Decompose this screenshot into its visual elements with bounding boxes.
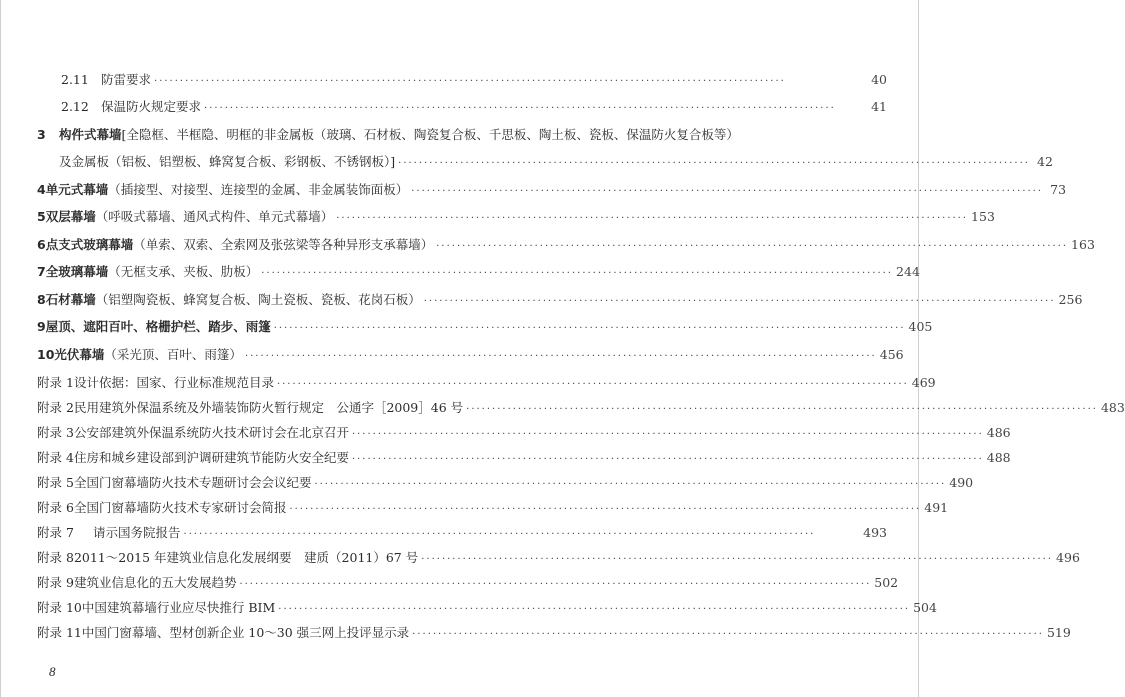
toc-number: 8: [37, 292, 46, 307]
toc-subtitle: （呼吸式幕墙、通风式构件、单元式幕墙）: [95, 209, 334, 224]
toc-title: 建筑业信息化的五大发展趋势: [73, 575, 237, 590]
leader-dots: ··························································································································: [412, 629, 1044, 640]
toc-page-number: 493: [863, 525, 887, 540]
toc-title: 请示国务院报告: [93, 525, 181, 540]
leader-dots: ··························································································································: [261, 268, 894, 279]
toc-entry-4[interactable]: [37, 180, 1067, 198]
toc-title: 全国门窗幕墙防火技术专家研讨会简报: [73, 500, 287, 515]
toc-entry-6[interactable]: [37, 235, 1095, 253]
toc-subtitle-continued: 及金属板（铝板、铝塑板、蜂窝复合板、彩钢板、不锈钢板）]: [59, 154, 396, 169]
toc-appendix-9[interactable]: [37, 573, 899, 591]
toc-title: 民用建筑外保温系统及外墙装饰防火暂行规定 公通字［2009］46 号: [73, 400, 464, 415]
toc-title: 2011～2015 年建筑业信息化发展纲要 建质（2011）67 号: [73, 550, 419, 565]
toc-entry-7[interactable]: [37, 262, 920, 280]
toc-title: 全国门窗幕墙防火技术专题研讨会会议纪要: [73, 475, 312, 490]
toc-page-number: 256: [1058, 292, 1083, 307]
leader-dots: ··························································································································: [154, 76, 786, 87]
page-number: 8: [49, 664, 56, 679]
toc-number: 2.12: [61, 99, 89, 114]
leader-dots: ··························································································································: [239, 579, 872, 590]
toc-page-number: 456: [879, 347, 904, 362]
toc-appendix-8[interactable]: [37, 548, 1080, 566]
toc-number: 10: [37, 347, 55, 362]
toc-number: 7: [37, 264, 46, 279]
leader-dots: ··························································································································: [351, 454, 984, 465]
toc-appendix-11[interactable]: [37, 623, 1071, 641]
toc-title: 双层幕墙: [45, 209, 96, 224]
leader-dots: ··························································································································: [314, 479, 947, 490]
toc-subtitle: （采光顶、百叶、雨篷）: [104, 347, 242, 362]
toc-page-number: 488: [986, 450, 1011, 465]
toc-number: 附录 4: [37, 450, 74, 465]
toc-subtitle: （铝塑陶瓷板、蜂窝复合板、陶土瓷板、瓷板、花岗石板）: [95, 292, 421, 307]
leader-dots: ··························································································································: [244, 351, 877, 362]
toc-page-number: 40: [871, 72, 887, 87]
toc-page-number: 405: [908, 319, 933, 334]
leader-dots: ··························································································································: [411, 186, 1044, 197]
leader-dots: ··························································································································: [421, 554, 1054, 565]
toc-title: 点支式玻璃幕墙: [45, 237, 134, 252]
leader-dots: ··························································································································: [289, 504, 922, 515]
toc-page-number: 490: [949, 475, 974, 490]
toc-title: 屋顶、遮阳百叶、格栅护栏、踏步、雨篷: [45, 319, 271, 334]
leader-dots: ··························································································································: [336, 213, 969, 224]
leader-dots: ··························································································································: [273, 323, 906, 334]
toc-title: 防雷要求: [101, 72, 152, 87]
toc-number: 2.11: [61, 72, 89, 87]
toc-number: 9: [37, 319, 46, 334]
toc-number: 附录 2: [37, 400, 74, 415]
toc-appendix-10[interactable]: [37, 598, 937, 616]
toc-page-number: 496: [1056, 550, 1080, 565]
toc-title: 公安部建筑外保温系统防火技术研讨会在北京召开: [73, 425, 349, 440]
toc-page-number: 73: [1050, 182, 1067, 197]
leader-dots: ··························································································································: [398, 158, 1030, 169]
toc-entry-3-continued[interactable]: [59, 152, 1053, 170]
toc-title: 全玻璃幕墙: [45, 264, 109, 279]
toc-appendix-3[interactable]: [37, 423, 1011, 441]
toc-appendix-5[interactable]: [37, 473, 974, 491]
toc-title: 单元式幕墙: [45, 182, 109, 197]
toc-entry-8[interactable]: [37, 290, 1083, 308]
toc-number: 5: [37, 209, 46, 224]
toc-appendix-1[interactable]: [37, 373, 936, 391]
toc-title: 光伏幕墙: [54, 347, 105, 362]
toc-subtitle: [全隐框、半框隐、明框的非金属板（玻璃、石材板、陶瓷复合板、千思板、陶土板、瓷板、保温防火复合板等）: [121, 127, 739, 142]
toc-page-number: 486: [986, 425, 1011, 440]
toc-subtitle: （无框支承、夹板、肋板）: [108, 264, 259, 279]
toc-entry-9[interactable]: [37, 317, 933, 335]
toc-page-number: 42: [1037, 154, 1053, 169]
leader-dots: ··························································································································: [183, 529, 816, 540]
leader-dots: ··························································································································: [351, 429, 984, 440]
toc-page-number: 469: [911, 375, 936, 390]
toc-number: 附录 7: [37, 525, 74, 540]
toc-page-number: 502: [874, 575, 899, 590]
toc-page-number: 41: [871, 99, 887, 114]
toc-subtitle: （单索、双索、全索网及张弦梁等各种异形支承幕墙）: [133, 237, 434, 252]
toc-subtitle: （插接型、对接型、连接型的金属、非金属装饰面板）: [108, 182, 409, 197]
toc-entry-5[interactable]: [37, 207, 995, 225]
toc-page-number: 163: [1071, 237, 1095, 252]
toc-appendix-4[interactable]: [37, 448, 1011, 466]
toc-page-number: 491: [924, 500, 949, 515]
toc-title: 设计依据：国家、行业标准规范目录: [73, 375, 274, 390]
toc-number: 附录 10: [37, 600, 82, 615]
toc-entry-10[interactable]: [37, 345, 904, 363]
toc-entry-2-12[interactable]: [61, 97, 887, 115]
leader-dots: ··························································································································: [278, 604, 911, 615]
toc-page-number: 483: [1100, 400, 1125, 415]
toc-page-number: 244: [896, 264, 920, 279]
toc-number: 附录 9: [37, 575, 74, 590]
toc-title: 中国建筑幕墙行业应尽快推行 BIM: [81, 600, 276, 615]
toc-number: 6: [37, 237, 46, 252]
toc-number: 附录 11: [37, 625, 82, 640]
leader-dots: ··························································································································: [436, 241, 1069, 252]
toc-appendix-2[interactable]: [37, 398, 1125, 416]
toc-entry-2-11[interactable]: [61, 70, 887, 88]
toc-number: 附录 1: [37, 375, 74, 390]
toc-appendix-6[interactable]: [37, 498, 949, 516]
toc-title: 中国门窗幕墙、型材创新企业 10～30 强三网上投评显示录: [81, 625, 410, 640]
leader-dots: ··························································································································: [276, 379, 909, 390]
leader-dots: ··························································································································: [204, 103, 836, 114]
toc-page-number: 504: [913, 600, 937, 615]
toc-title: 石材幕墙: [45, 292, 96, 307]
toc-number: 附录 6: [37, 500, 74, 515]
leader-dots: ··························································································································: [423, 296, 1056, 307]
toc-number: 附录 8: [37, 550, 74, 565]
toc-page-number: 153: [971, 209, 995, 224]
toc-number: 3: [37, 127, 46, 142]
toc-title: 保温防火规定要求: [101, 99, 202, 114]
toc-title: 构件式幕墙: [59, 127, 122, 142]
toc-number: 附录 3: [37, 425, 74, 440]
toc-entry-3[interactable]: [37, 125, 887, 143]
toc-number: 4: [37, 182, 46, 197]
toc-title: 住房和城乡建设部到沪调研建筑节能防火安全纪要: [73, 450, 349, 465]
toc-page-number: 519: [1046, 625, 1071, 640]
toc-appendix-7[interactable]: [37, 523, 887, 541]
toc-number: 附录 5: [37, 475, 74, 490]
leader-dots: ··························································································································: [466, 404, 1098, 415]
